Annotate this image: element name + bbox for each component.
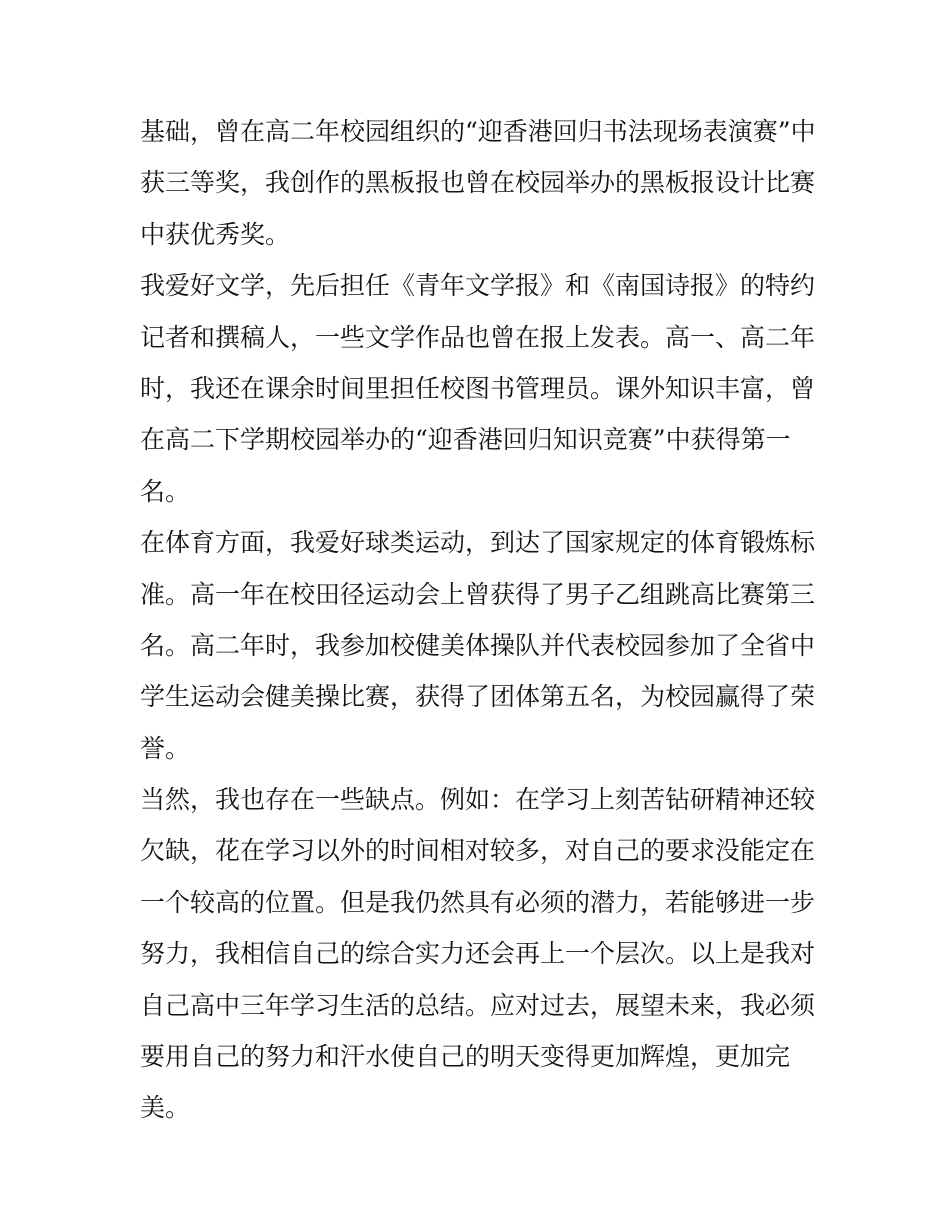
text-line: 中获优秀奖。 (140, 219, 291, 249)
text-line: 一个较高的位置。但是我仍然具有必须的潜力，若能够进一步 (140, 887, 816, 917)
text-line: 当然，我也存在一些缺点。例如：在学习上刻苦钻研精神还较 (140, 785, 816, 815)
text-line: 获三等奖，我创作的黑板报也曾在校园举办的黑板报设计比赛 (140, 168, 816, 198)
text-line: 我爱好文学，先后担任《青年文学报》和《南国诗报》的特约 (140, 271, 816, 301)
text-line: 努力，我相信自己的综合实力还会再上一个层次。以上是我对 (140, 939, 816, 969)
text-line: 自己高中三年学习生活的总结。应对过去，展望未来，我必须 (140, 990, 816, 1020)
text-line: 记者和撰稿人，一些文学作品也曾在报上发表。高一、高二年 (140, 322, 816, 352)
text-line: 名。 (140, 476, 191, 506)
body-text (140, 106, 820, 1134)
text-line: 誉。 (140, 733, 191, 763)
text-line: 准。高一年在校田径运动会上曾获得了男子乙组跳高比赛第三 (140, 579, 816, 609)
text-line: 学生运动会健美操比赛，获得了团体第五名，为校园赢得了荣 (140, 682, 816, 712)
text-line: 美。 (140, 1093, 191, 1123)
text-line: 时，我还在课余时间里担任校图书管理员。课外知识丰富，曾 (140, 373, 816, 403)
text-line: 要用自己的努力和汗水使自己的明天变得更加辉煌，更加完 (140, 1042, 791, 1072)
text-line: 欠缺，花在学习以外的时间相对较多，对自己的要求没能定在 (140, 836, 816, 866)
text-line: 名。高二年时，我参加校健美体操队并代表校园参加了全省中 (140, 630, 816, 660)
text-line: 基础，曾在高二年校园组织的“迎香港回归书法现场表演赛”中 (140, 117, 816, 146)
text-line: 在体育方面，我爱好球类运动，到达了国家规定的体育锻炼标 (140, 528, 816, 558)
text-line: 在高二下学期校园举办的“迎香港回归知识竞赛”中获得第一 (140, 425, 791, 455)
